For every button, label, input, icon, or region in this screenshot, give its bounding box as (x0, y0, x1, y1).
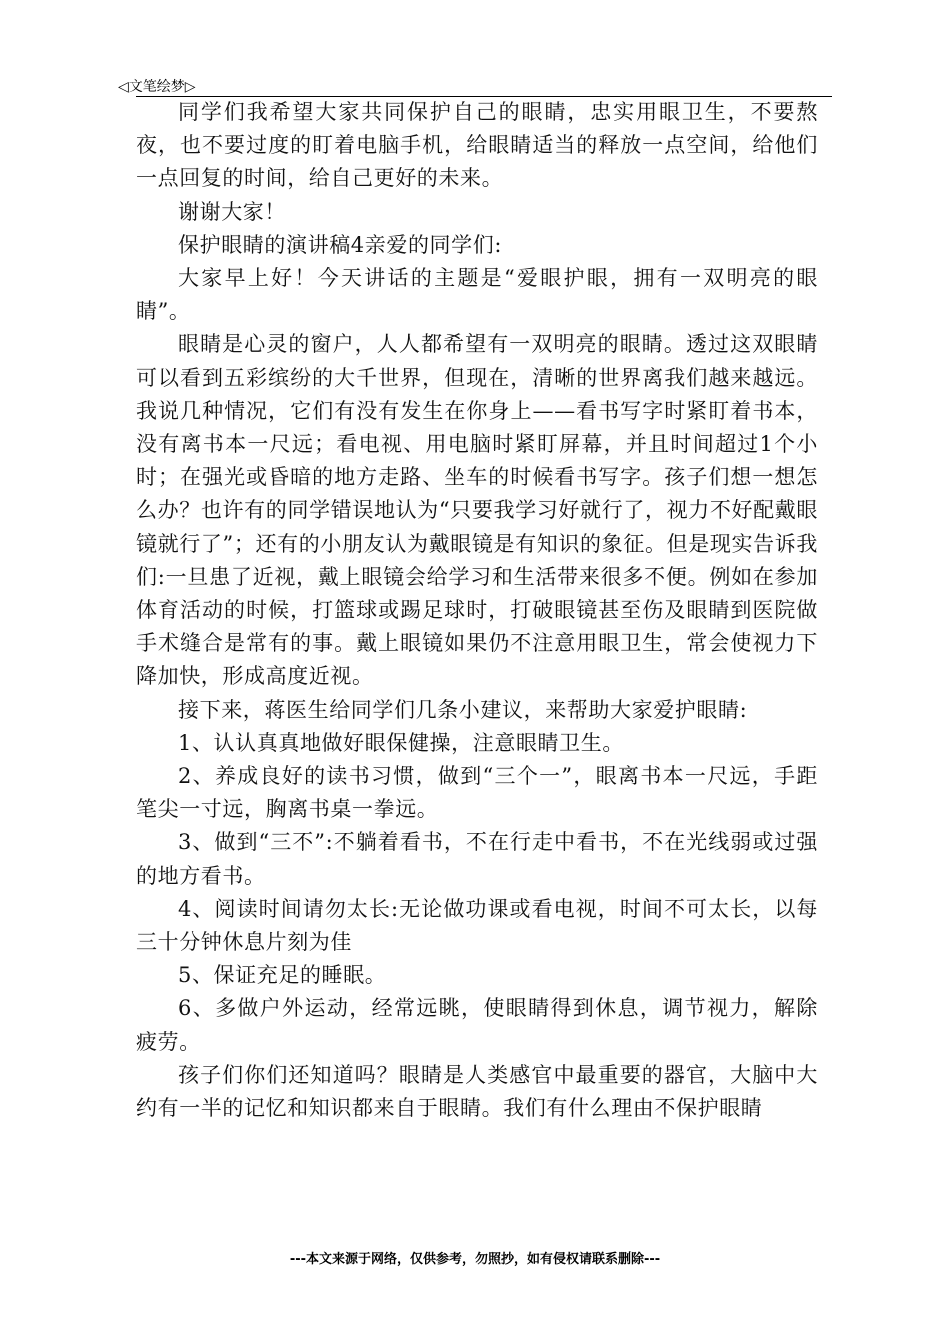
list-item: 6、多做户外运动，经常远眺，使眼睛得到休息，调节视力，解除疲劳。 (136, 996, 818, 1054)
list-item: 3、做到“三不”:不躺着看书，不在行走中看书，不在光线弱或过强的地方看书。 (136, 830, 818, 888)
list-item: 1、认认真真地做好眼保健操，注意眼睛卫生。 (178, 730, 624, 755)
paragraph: 孩子们你们还知道吗？眼睛是人类感官中最重要的器官，大脑中大约有一半的记忆和知识都来自于眼睛。我们有什么理由不保护眼睛 (136, 1062, 818, 1121)
paragraph: 同学们我希望大家共同保护自己的眼睛，忠实用眼卫生，不要熬夜，也不要过度的盯着电脑手机，给眼睛适当的释放一点空间，给他们一点回复的时间，给自己更好的未来。 (136, 100, 818, 191)
paragraph: 大家早上好！今天讲话的主题是“爱眼护眼，拥有一双明亮的眼睛”。 (136, 266, 818, 324)
list-item: 5、保证充足的睡眠。 (178, 963, 387, 988)
footer-disclaimer: ---本文来源于网络，仅供参考，勿照抄，如有侵权请联系删除--- (289, 1252, 661, 1267)
list-item: 2、养成良好的读书习惯，做到“三个一”，眼离书本一尺远，手距笔尖一寸远，胸离书桌一拳远。 (136, 764, 818, 822)
paragraph: 保护眼睛的演讲稿4亲爱的同学们: (178, 232, 503, 257)
paragraph: 眼睛是心灵的窗户，人人都希望有一双明亮的眼睛。透过这双眼睛可以看到五彩缤纷的大千世界，但现在，清晰的世界离我们越来越远。我说几种情况，它们有没有发生在你身上——看书写字时紧盯着书本，没有离书本一尺远；看电视、用电脑时紧盯屏幕，并且时间超过1个小时；在强光或昏暗的地方走路、坐车的时候看书写字。孩子们想一想怎么办？也许有的同学错误地认为“只要我学习好就行了，视力不好配戴眼镜就行了”；还有的小朋友认为戴眼镜是有知识的象征。但是现实告诉我们:一旦患了近视，戴上眼镜会给学习和生活带来很多不便。例如在参加体育活动的时候，打篮球或踢足球时，打破眼镜甚至伤及眼睛到医院做手术缝合是常有的事。戴上眼镜如果仍不注意用眼卫生，常会使视力下降加快，形成高度近视。 (136, 332, 818, 689)
paragraph: 谢谢大家！ (178, 199, 286, 224)
paragraph: 接下来，蒋医生给同学们几条小建议，来帮助大家爱护眼睛: (178, 697, 748, 722)
document-body (136, 96, 818, 1125)
list-item: 4、阅读时间请勿太长:无论做功课或看电视，时间不可太长，以每三十分钟休息片刻为佳 (136, 896, 818, 955)
header-title: ◁文笔绘梦▷ (118, 79, 196, 95)
